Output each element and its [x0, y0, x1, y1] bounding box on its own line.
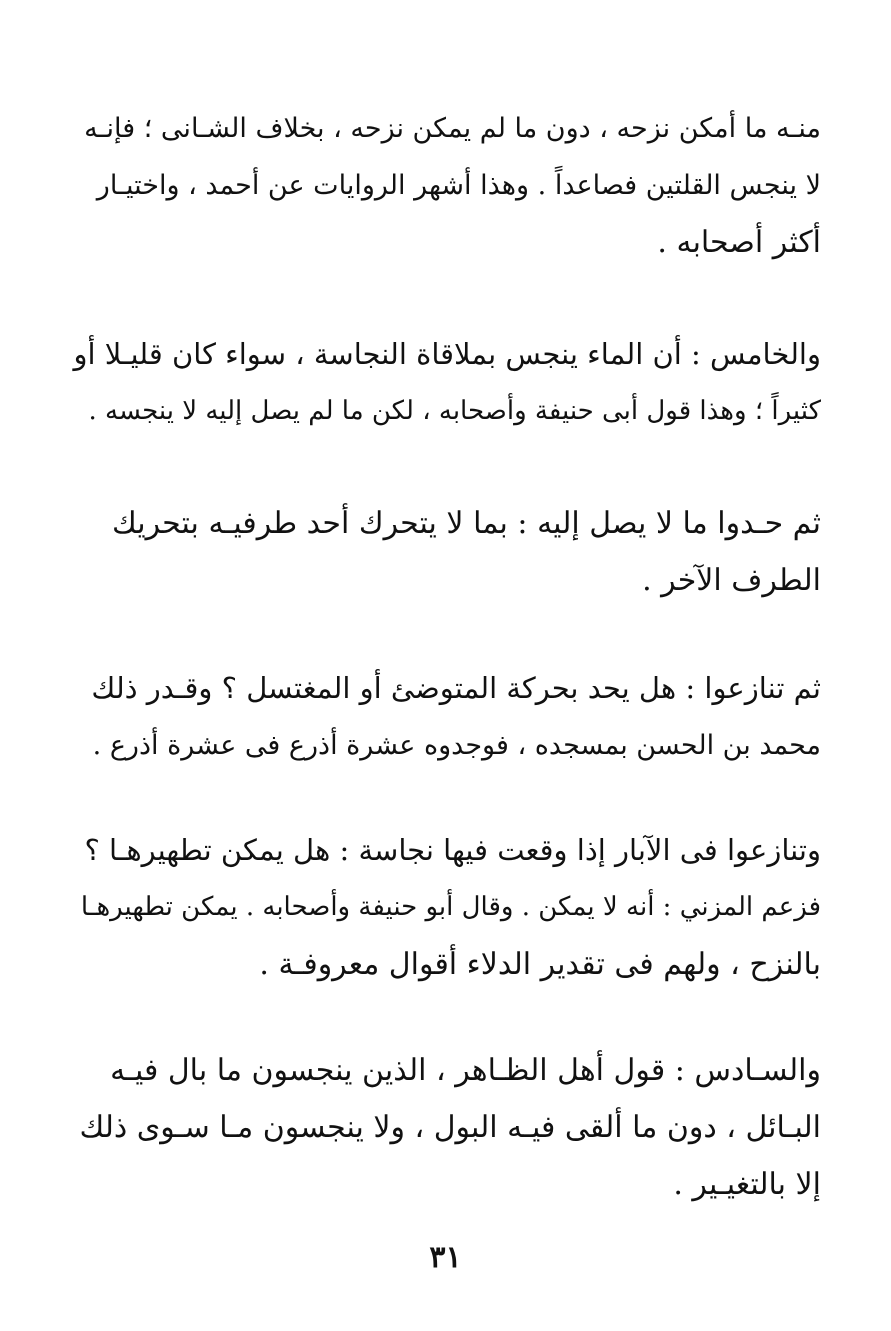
paragraph-3 [71, 495, 821, 609]
text-line: ثم تنازعوا : هل يحد بحركة المتوضئ أو المغتسل ؟ وقـدر ذلك [91, 671, 821, 705]
paragraph-5 [71, 822, 821, 993]
paragraph-2 [71, 326, 821, 440]
text-line: كثيراً ؛ وهذا قول أبى حنيفة وأصحابه ، لكن ما لم يصل إليه لا ينجسه . [88, 396, 821, 426]
text-line: البـائل ، دون ما ألقى فيـه البول ، ولا ينجسون مـا سـوى ذلك [79, 1110, 821, 1145]
text-line: ثم حـدوا ما لا يصل إليه : بما لا يتحرك أحد طرفيـه بتحريك [111, 506, 821, 541]
paragraph-4 [71, 660, 821, 774]
text-line: فزعم المزني : أنه لا يمكن . وقال أبو حنيفة وأصحابه . يمكن تطهيرهـا [80, 892, 821, 922]
text-line: أكثر أصحابه . [657, 225, 821, 260]
text-line: محمد بن الحسن بمسجده ، فوجدوه عشرة أذرع فى عشرة أذرع . [92, 730, 821, 761]
paragraph-1 [71, 100, 821, 271]
page-number: ٣١ [429, 1240, 462, 1275]
text-line: إلا بالتغيـير . [673, 1167, 821, 1202]
text-line: والسـادس : قول أهل الظـاهر ، الذين ينجسون ما بال فيـه [110, 1053, 821, 1088]
text-line: الطرف الآخر . [642, 563, 821, 598]
text-line: لا ينجس القلتين فصاعداً . وهذا أشهر الروايات عن أحمد ، واختيـار [96, 170, 821, 201]
text-line: منـه ما أمكن نزحه ، دون ما لم يمكن نزحه ، بخلاف الشـانى ؛ فإنـه [84, 113, 821, 144]
text-line: والخامس : أن الماء ينجس بملاقاة النجاسة ، سواء كان قليـلا أو [73, 337, 821, 371]
text-line: وتنازعوا فى الآبار إذا وقعت فيها نجاسة : هل يمكن تطهيرهـا ؟ [84, 833, 821, 867]
text-line: بالنزح ، ولهم فى تقدير الدلاء أقوال معروفـة . [259, 947, 821, 982]
paragraph-6 [71, 1042, 821, 1213]
